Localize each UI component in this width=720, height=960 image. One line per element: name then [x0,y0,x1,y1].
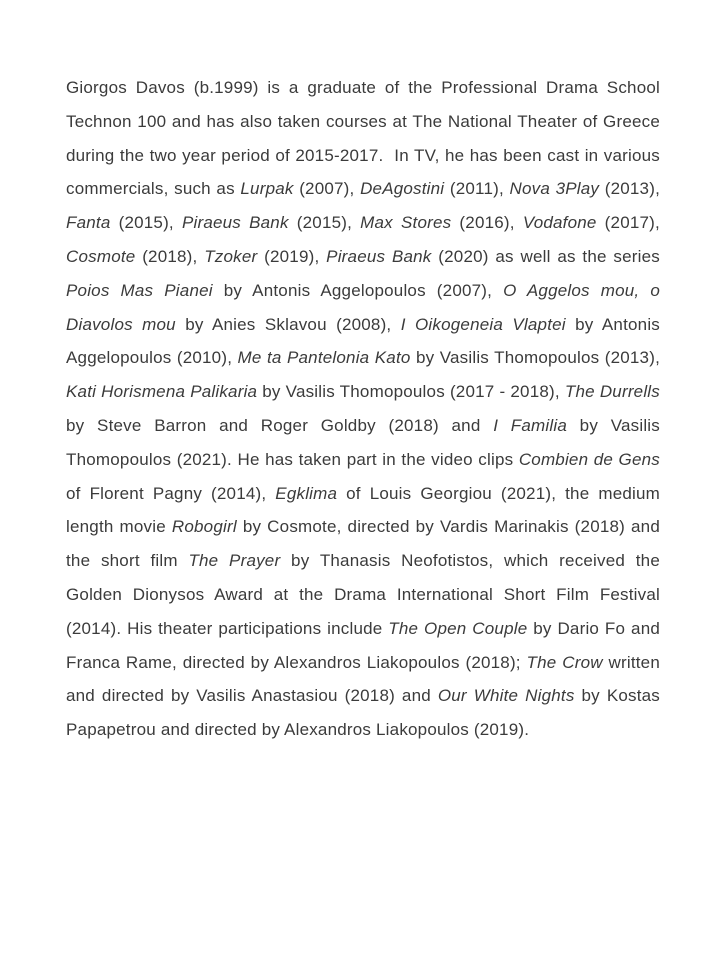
text-segment: (2019), [257,246,327,266]
text-segment: (2013), [599,179,665,199]
text-segment: (2015), [288,213,361,233]
title-text-segment: The Open Couple [388,618,528,638]
text-segment: of Florent Pagny (2014), [66,449,665,503]
text-segment: by Kostas Papapetrou and directed by Alexandros Liakopoulos (2019). [66,686,665,740]
text-segment: by Cosmote, directed by Vardis Marinakis (2018) and the short film [66,517,665,571]
title-text-segment: Combien de Gens [518,449,660,469]
title-text-segment: Kati Horismena Palikaria [66,382,258,402]
title-text-segment: The Prayer [188,551,281,571]
title-text-segment: Piraeus Bank [181,213,289,233]
text-segment: (2018), [135,246,205,266]
title-text-segment: Vodafone [522,213,597,233]
title-text-segment: Tzoker [204,246,258,266]
title-text-segment: Egklima [275,483,338,503]
text-segment: by Thanasis Neofotistos, which received the Golden Dionysos Award at the Drama International Short Film Festival (2014). His theater participations include [66,551,665,638]
text-segment: (2017), [596,213,665,233]
title-text-segment: Nova 3Play [509,179,600,199]
biography-paragraph [66,71,665,747]
title-text-segment: Piraeus Bank [326,246,432,266]
text-segment: by Anies Sklavou (2008), [175,314,401,334]
title-text-segment: Me ta Pantelonia Kato [237,348,411,368]
title-text-segment: I Familia [493,415,567,435]
text-segment: (2020) as well as the series [431,246,665,266]
text-segment: (2016), [451,213,523,233]
text-segment: written and directed by Vasilis Anastasiou (2018) and [66,652,665,706]
title-text-segment: Lurpak [240,179,294,199]
title-text-segment: Robogirl [171,517,237,537]
title-text-segment: DeAgostini [360,179,445,199]
text-segment: by Vasilis Thomopoulos (2017 - 2018), [257,382,565,402]
text-segment: (2011), [444,179,510,199]
title-text-segment: Poios Mas Pianei [66,280,213,300]
text-segment: by Dario Fo and Franca Rame, directed by Alexandros Liakopoulos (2018); [66,618,665,672]
title-text-segment: Fanta [66,213,111,233]
title-text-segment: Max Stores [360,213,452,233]
title-text-segment: Cosmote [66,246,136,266]
text-segment: by Steve Barron and Roger Goldby (2018) and [66,382,665,435]
text-segment: of Louis Georgiou (2021), the medium length movie [66,483,665,537]
text-segment: (2007), [293,179,361,199]
text-segment: by Vasilis Thomopoulos (2013), [410,348,665,368]
title-text-segment: The Durrells [564,382,660,402]
text-segment: by Antonis Aggelopoulos (2007), [212,280,504,300]
title-text-segment: O Aggelos mou, o Diavolos mou [66,280,665,334]
text-segment: by Vasilis Thomopoulos (2021). He has taken part in the video clips [66,415,665,469]
title-text-segment: Our White Nights [437,686,575,706]
text-segment: by Antonis Aggelopoulos (2010), [66,314,664,368]
text-segment: Giorgos Davos (b.1999) is a graduate of the Professional Drama School Technon 100 and has also taken courses at The National Theater of Greece during the two year period of 2015-2017. In TV, he has been cast in various commercials, such as [66,78,665,199]
text-segment: (2015), [110,213,182,233]
title-text-segment: I Oikogeneia Vlaptei [400,314,566,334]
title-text-segment: The Crow [526,652,603,672]
